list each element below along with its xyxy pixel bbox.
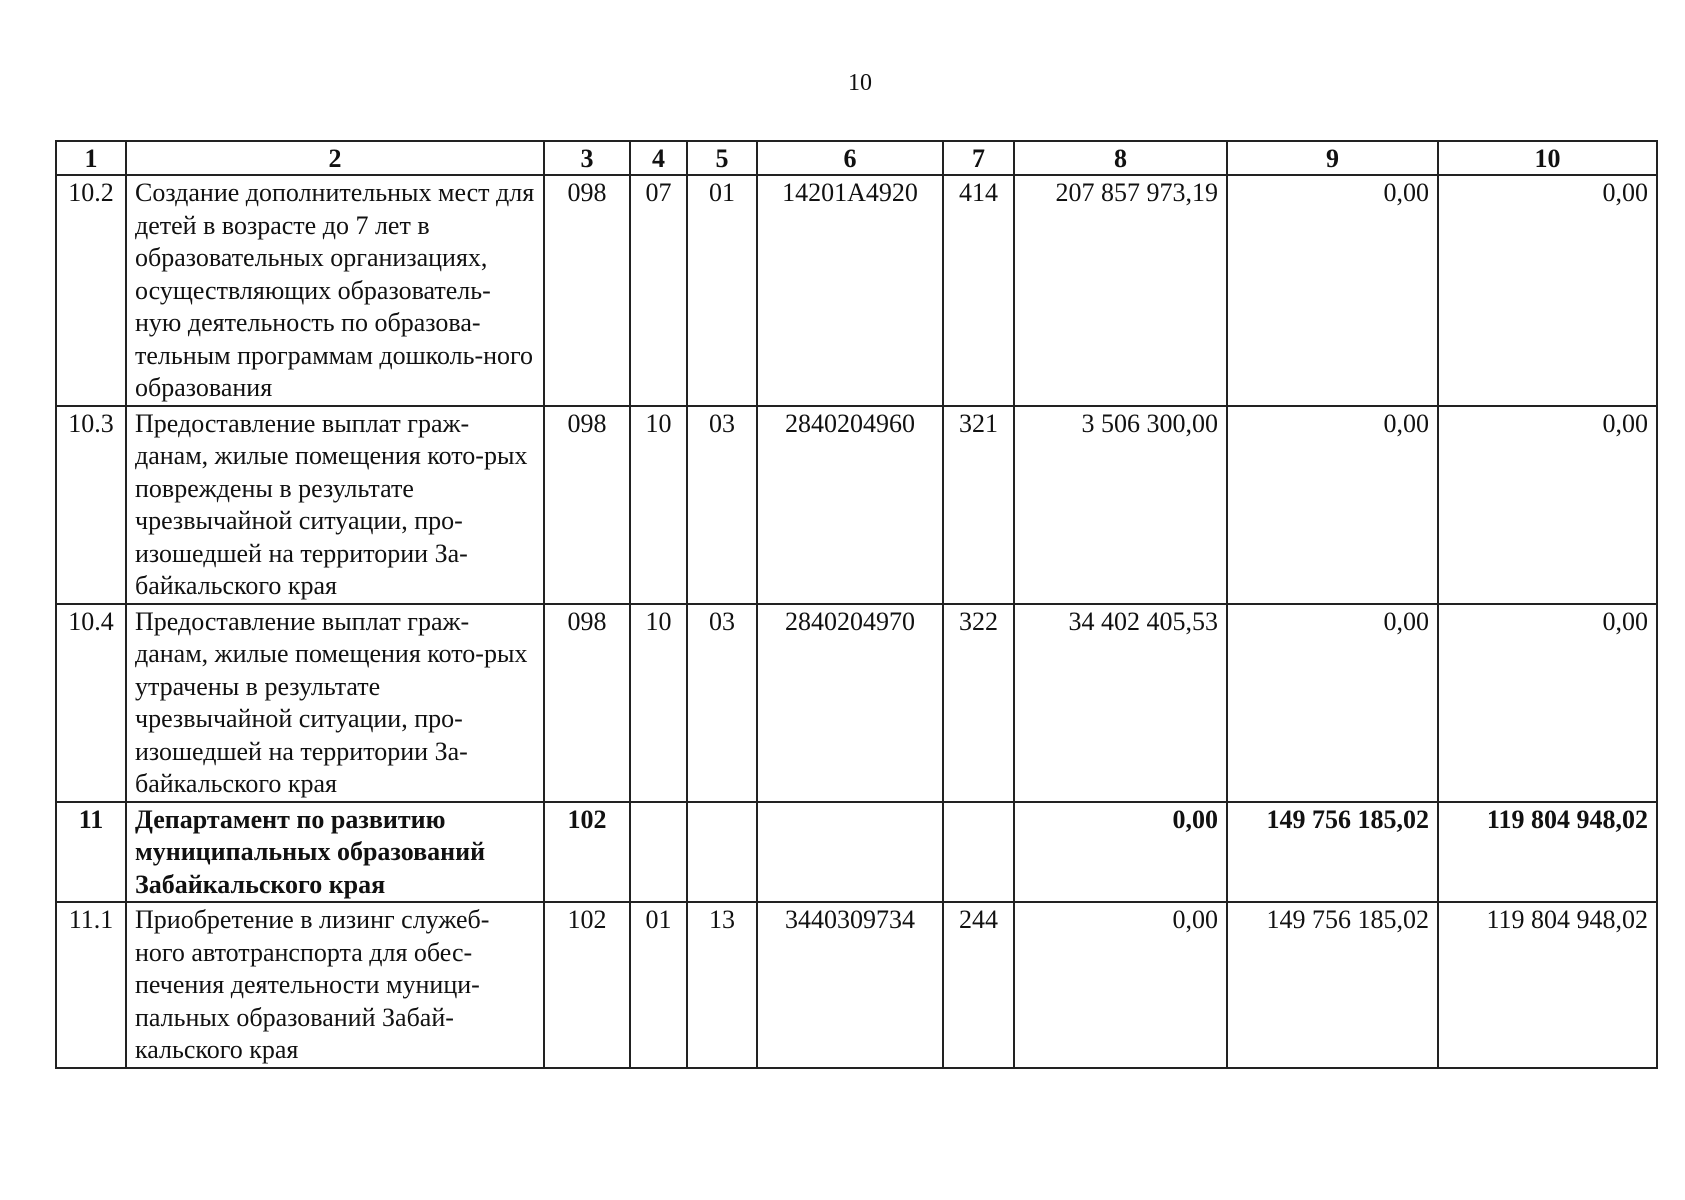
page-number: 10 <box>848 70 872 96</box>
cell-col3: 098 <box>544 406 630 604</box>
cell-col7: 322 <box>943 604 1014 802</box>
cell-col6: 2840204970 <box>757 604 943 802</box>
table-body <box>56 175 1657 1068</box>
column-header: 10 <box>1438 141 1657 175</box>
cell-col3: 102 <box>544 802 630 903</box>
column-header: 5 <box>687 141 757 175</box>
cell-col9: 0,00 <box>1227 175 1438 406</box>
cell-col6: 2840204960 <box>757 406 943 604</box>
table-row <box>56 175 1657 406</box>
cell-col9: 0,00 <box>1227 406 1438 604</box>
cell-col4: 01 <box>630 902 687 1068</box>
row-name: Создание дополнительных мест для детей в возрасте до 7 лет в образовательных организациях, осуществляющих образователь-ную деятельность по образова-тельным программам дошколь-ного образования <box>126 175 544 406</box>
cell-col8: 0,00 <box>1014 802 1227 903</box>
cell-col6: 3440309734 <box>757 902 943 1068</box>
cell-col6: 14201А4920 <box>757 175 943 406</box>
cell-col10: 0,00 <box>1438 175 1657 406</box>
cell-col7: 414 <box>943 175 1014 406</box>
cell-col5 <box>687 802 757 903</box>
cell-col7 <box>943 802 1014 903</box>
table-header <box>56 141 1657 175</box>
cell-col8: 207 857 973,19 <box>1014 175 1227 406</box>
column-header: 7 <box>943 141 1014 175</box>
row-number: 10.2 <box>56 175 126 406</box>
cell-col8: 34 402 405,53 <box>1014 604 1227 802</box>
table-row <box>56 802 1657 903</box>
column-header: 4 <box>630 141 687 175</box>
cell-col8: 0,00 <box>1014 902 1227 1068</box>
cell-col4: 07 <box>630 175 687 406</box>
cell-col6 <box>757 802 943 903</box>
cell-col9: 149 756 185,02 <box>1227 902 1438 1068</box>
row-name: Предоставление выплат граж-данам, жилые помещения кото-рых повреждены в результате чрезвычайной ситуации, про-изошедшей на территории За-байкальского края <box>126 406 544 604</box>
column-header: 1 <box>56 141 126 175</box>
row-name: Департамент по развитию муниципальных образований Забайкальского края <box>126 802 544 903</box>
cell-col10: 119 804 948,02 <box>1438 902 1657 1068</box>
cell-col10: 119 804 948,02 <box>1438 802 1657 903</box>
cell-col10: 0,00 <box>1438 604 1657 802</box>
cell-col3: 098 <box>544 175 630 406</box>
cell-col5: 01 <box>687 175 757 406</box>
cell-col7: 321 <box>943 406 1014 604</box>
cell-col4: 10 <box>630 604 687 802</box>
row-name: Предоставление выплат граж-данам, жилые помещения кото-рых утрачены в результате чрезвычайной ситуации, про-изошедшей на территории За-байкальского края <box>126 604 544 802</box>
cell-col4: 10 <box>630 406 687 604</box>
budget-table <box>55 140 1658 1069</box>
row-number: 10.3 <box>56 406 126 604</box>
row-number: 11.1 <box>56 902 126 1068</box>
cell-col9: 0,00 <box>1227 604 1438 802</box>
column-header: 3 <box>544 141 630 175</box>
header-row <box>56 141 1657 175</box>
cell-col5: 03 <box>687 406 757 604</box>
cell-col10: 0,00 <box>1438 406 1657 604</box>
table-row <box>56 406 1657 604</box>
cell-col5: 13 <box>687 902 757 1068</box>
cell-col7: 244 <box>943 902 1014 1068</box>
column-header: 6 <box>757 141 943 175</box>
cell-col8: 3 506 300,00 <box>1014 406 1227 604</box>
cell-col4 <box>630 802 687 903</box>
row-number: 11 <box>56 802 126 903</box>
cell-col3: 098 <box>544 604 630 802</box>
cell-col3: 102 <box>544 902 630 1068</box>
cell-col9: 149 756 185,02 <box>1227 802 1438 903</box>
column-header: 8 <box>1014 141 1227 175</box>
cell-col5: 03 <box>687 604 757 802</box>
table-row <box>56 604 1657 802</box>
table-row <box>56 902 1657 1068</box>
row-name: Приобретение в лизинг служеб-ного автотранспорта для обес-печения деятельности муници-пальных образований Забай-кальского края <box>126 902 544 1068</box>
column-header: 9 <box>1227 141 1438 175</box>
row-number: 10.4 <box>56 604 126 802</box>
column-header: 2 <box>126 141 544 175</box>
